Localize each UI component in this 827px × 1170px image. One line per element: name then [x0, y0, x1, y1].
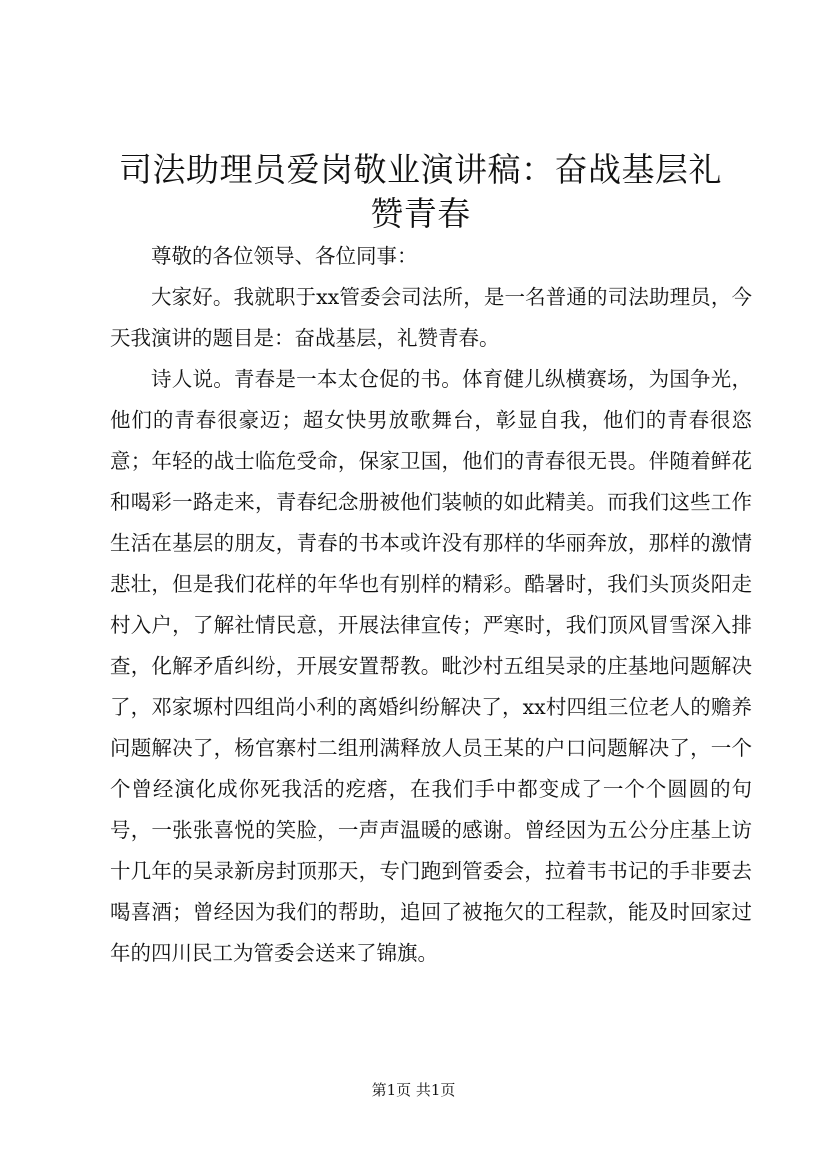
paragraph-1: 大家好。我就职于xx管委会司法所，是一名普通的司法助理员，今天我演讲的题目是：奋战基层，礼赞青春。: [110, 285, 752, 350]
document-title: 司法助理员爱岗敬业演讲稿：奋战基层礼赞青春: [119, 150, 722, 233]
page-footer: 第1页 共1页: [371, 1081, 456, 1099]
document-body: [110, 236, 752, 974]
paragraph-2: 诗人说。青春是一本太仓促的书。体育健儿纵横赛场，为国争光，他们的青春很豪迈；超女快男放歌舞台，彰显自我，他们的青春很恣意；年轻的战士临危受命，保家卫国，他们的青春很无畏。伴随着鲜花和喝彩一路走来，青春纪念册被他们装帧的如此精美。而我们这些工作生活在基层的朋友，青春的书本或许没有那样的华丽奔放，那样的激情悲壮，但是我们花样的年华也有别样的精彩。酷暑时，我们头顶炎阳走村入户，了解社情民意，开展法律宣传；严寒时，我们顶风冒雪深入排查，化解矛盾纠纷，开展安置帮教。毗沙村五组吴录的庄基地问题解决了，邓家塬村四组尚小利的离婚纠纷解决了，xx村四组三位老人的赡养问题解决了，杨官寨村二组刑满释放人员王某的户口问题解决了，一个个曾经演化成你死我活的疙瘩，在我们手中都变成了一个个圆圆的句号，一张张喜悦的笑脸，一声声温暖的感谢。曾经因为五公分庄基上访十几年的吴录新房封顶那天，专门跑到管委会，拉着韦书记的手非要去喝喜酒；曾经因为我们的帮助，追回了被拖欠的工程款，能及时回家过年的四川民工为管委会送来了锦旗。: [110, 367, 752, 965]
salutation: 尊敬的各位领导、各位同事：: [151, 244, 418, 268]
